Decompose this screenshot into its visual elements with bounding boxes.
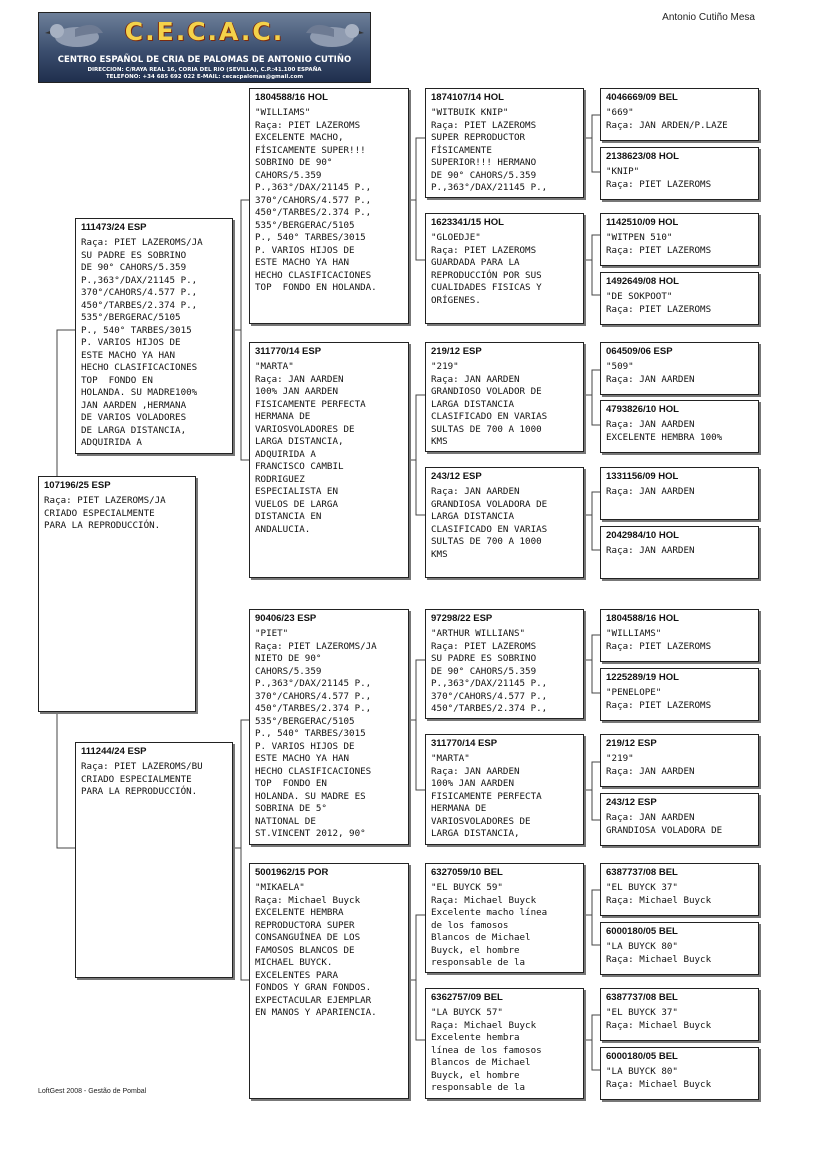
- breed-description: Raça: PIET LAZEROMS/JA NIETO DE 90° CAHORS/5.359 P.,363°/DAX/21145 P., 370°/CAHORS/4.577 P., 450°/TARBES/2.374 P., 535°/BERGERAC/5105 P., 540° TARBES/3015 P. VARIOS HIJOS DE ESTE MACHO YA HAN HECHO CLASIFICACIONES TOP FONDO EN HOLANDA. SU MADRE ES SOBRINA DE 5° NATIONAL DE ST.VINCENT 2012, 90°: [255, 640, 377, 839]
- ring-number: 107196/25 ESP: [44, 480, 111, 491]
- pigeon-name: "MARTA": [255, 361, 294, 372]
- breed-description: Raça: Michael Buyck: [606, 953, 712, 965]
- breed-description: Raça: PIET LAZEROMS: [606, 178, 712, 190]
- ring-number: 4046669/09 BEL: [606, 92, 678, 103]
- ring-number: 97298/22 ESP: [431, 613, 493, 624]
- pedigree-g5-card-5[interactable]: [600, 342, 759, 395]
- breed-description: Raça: PIET LAZEROMS: [606, 244, 712, 256]
- pigeon-name: "WITBUIK KNIP": [431, 107, 509, 118]
- pedigree-g5-card-15[interactable]: [600, 988, 759, 1041]
- pedigree-sss-card[interactable]: [425, 88, 584, 198]
- pedigree-g5-card-6[interactable]: [600, 400, 759, 453]
- ring-number: 1874107/14 HOL: [431, 92, 504, 103]
- pedigree-dsd-card[interactable]: [425, 734, 584, 845]
- breed-description: Raça: JAN AARDEN: [606, 373, 695, 385]
- ring-number: 1804588/16 HOL: [255, 92, 328, 103]
- pedigree-g5-card-7[interactable]: [600, 467, 759, 520]
- breed-description: Raça: Michael Buyck Excelente macho línea de los famosos Blancos de Michael Buyck, el hombre responsable de la: [431, 894, 548, 968]
- pigeon-name: "LA BUYCK 80": [606, 1066, 678, 1077]
- logo-title: C.E.C.A.C.: [124, 17, 285, 46]
- pedigree-g5-card-11[interactable]: [600, 734, 759, 787]
- ring-number: 219/12 ESP: [431, 346, 482, 357]
- breed-description: Raça: PIET LAZEROMS/JA SU PADRE ES SOBRINO DE 90° CAHORS/5.359 P.,363°/DAX/21145 P., 370°/CAHORS/4.577 P., 450°/TARBES/2.374 P., 535°/BERGERAC/5105 P., 540° TARBES/3015 P. VARIOS HIJOS DE ESTE MACHO YA HAN HECHO CLASIFICACIONES TOP FONDO EN HOLANDA. SU MADRE100% JAN AARDEN ,HERMANA DE VARIOS VOLADORES DE LARGA DISTANCIA, ADQUIRIDA A: [81, 237, 203, 448]
- pigeon-name: "KNIP": [606, 166, 640, 177]
- ring-number: 2138623/08 HOL: [606, 151, 679, 162]
- pedigree-sds-card[interactable]: [425, 342, 584, 452]
- pedigree-sire-card[interactable]: [75, 218, 233, 454]
- pigeon-name: "WILLIAMS": [255, 107, 311, 118]
- breed-description: Raça: JAN AARDEN: [606, 486, 695, 497]
- ring-number: 1142510/09 HOL: [606, 217, 679, 228]
- pedigree-dds-card[interactable]: [425, 863, 584, 973]
- ring-number: 6362757/09 BEL: [431, 992, 503, 1003]
- pedigree-ssd-card[interactable]: [425, 213, 584, 324]
- pedigree-g5-card-1[interactable]: [600, 88, 759, 141]
- pigeon-name: "DE SOKPOOT": [606, 291, 673, 302]
- pedigree-sire-dam-card[interactable]: [249, 342, 409, 578]
- pedigree-ddd-card[interactable]: [425, 988, 584, 1099]
- pigeon-name: "219": [606, 753, 634, 764]
- pigeon-name: "MIKAELA": [255, 882, 305, 893]
- breed-description: Raça: Michael Buyck: [606, 1019, 712, 1031]
- ring-number: 1804588/16 HOL: [606, 613, 679, 624]
- breed-description: Raça: JAN AARDEN 100% JAN AARDEN FISICAMENTE PERFECTA HERMANA DE VARIOSVOLADORES DE LARGA DISTANCIA, ADQUIRIDA A FRANCISCO CAMBIL RODRIGUEZ ESPECIALISTA EN VUELOS DE LARGA DISTANCIA EN ANDALUCIA.: [255, 373, 366, 535]
- pedigree-dam-sire-card[interactable]: [249, 609, 409, 845]
- breed-description: Raça: JAN AARDEN GRANDIOSA VOLADORA DE LARGA DISTANCIA CLASIFICADO EN VARIAS SULTAS DE 700 A 1000 KMS: [431, 486, 548, 560]
- pedigree-g5-card-8[interactable]: [600, 526, 759, 579]
- breed-description: Raça: PIET LAZEROMS/BU CRIADO ESPECIALMENTE PARA LA REPRODUCCIÓN.: [81, 761, 203, 797]
- pedigree-g5-card-3[interactable]: [600, 213, 759, 266]
- pedigree-g5-card-10[interactable]: [600, 668, 759, 721]
- pedigree-g5-card-16[interactable]: [600, 1047, 759, 1100]
- pedigree-g5-card-9[interactable]: [600, 609, 759, 662]
- logo-subtitle: CENTRO ESPAÑOL DE CRIA DE PALOMAS DE ANTONIO CUTIÑO: [57, 55, 352, 65]
- ring-number: 111244/24 ESP: [81, 746, 147, 757]
- pedigree-sdd-card[interactable]: [425, 467, 584, 578]
- ring-number: 6327059/10 BEL: [431, 867, 503, 878]
- pigeon-name: "EL BUYCK 37": [606, 1007, 678, 1018]
- ring-number: 4793826/10 HOL: [606, 404, 679, 415]
- breed-description: Raça: JAN AARDEN: [606, 545, 695, 556]
- ring-number: 243/12 ESP: [606, 797, 657, 808]
- footer-software-label: LoftGest 2008 - Gestão de Pombal: [38, 1088, 147, 1095]
- ring-number: 6000180/05 BEL: [606, 1051, 678, 1062]
- breed-description: Raça: PIET LAZEROMS: [606, 303, 712, 315]
- breed-description: Raça: PIET LAZEROMS/JA CRIADO ESPECIALMENTE PARA LA REPRODUCCIÓN.: [44, 495, 166, 531]
- pedigree-g5-card-14[interactable]: [600, 922, 759, 975]
- pedigree-dam-card[interactable]: [75, 742, 233, 978]
- pigeon-name: "LA BUYCK 80": [606, 941, 678, 952]
- pigeon-name: "EL BUYCK 37": [606, 882, 678, 893]
- pigeon-name: "669": [606, 107, 634, 118]
- pedigree-sire-sire-card[interactable]: [249, 88, 409, 324]
- ring-number: 311770/14 ESP: [255, 346, 322, 357]
- pigeon-name: "509": [606, 361, 634, 372]
- breed-description: Raça: Michael Buyck Excelente hembra línea de los famosos Blancos de Michael Buyck, el hombre responsable de la: [431, 1019, 542, 1093]
- ring-number: 6000180/05 BEL: [606, 926, 678, 937]
- breed-description: Raça: PIET LAZEROMS EXCELENTE MACHO, FÍSICAMENTE SUPER!!! SOBRINO DE 90° CAHORS/5.359 P.,363°/DAX/21145 P., 370°/CAHORS/4.577 P., 450°/TARBES/2.374 P., 535°/BERGERAC/5105 P., 540° TARBES/3015 P. VARIOS HIJOS DE ESTE MACHO YA HAN HECHO CLASIFICACIONES TOP FONDO EN HOLANDA.: [255, 119, 377, 293]
- logo-contact: TELEFONO: +34 685 692 022 E-MAIL: cecacpalomas@gmail.com: [105, 74, 304, 80]
- pigeon-name: "MARTA": [431, 753, 470, 764]
- pigeon-name: "EL BUYCK 59": [431, 882, 503, 893]
- breed-description: Raça: JAN AARDEN GRANDIOSA VOLADORA DE: [606, 812, 723, 836]
- breed-description: Raça: PIET LAZEROMS: [606, 699, 712, 711]
- ring-number: 219/12 ESP: [606, 738, 657, 749]
- ring-number: 064509/06 ESP: [606, 346, 673, 357]
- breed-description: Raça: Michael Buyck: [606, 1078, 712, 1090]
- breed-description: Raça: PIET LAZEROMS: [606, 640, 712, 652]
- pigeon-name: "PIET": [255, 628, 289, 639]
- author-name: Antonio Cutiño Mesa: [662, 12, 755, 23]
- breed-description: Raça: PIET LAZEROMS SU PADRE ES SOBRINO DE 90° CAHORS/5.359 P.,363°/DAX/21145 P., 370°/CAHORS/4.577 P., 450°/TARBES/2.374 P.,: [431, 640, 548, 714]
- ring-number: 311770/14 ESP: [431, 738, 498, 749]
- ring-number: 243/12 ESP: [431, 471, 482, 482]
- ring-number: 5001962/15 POR: [255, 867, 329, 878]
- ring-number: 2042984/10 HOL: [606, 530, 679, 541]
- breed-description: Raça: JAN AARDEN: [606, 765, 695, 777]
- ring-number: 6387737/08 BEL: [606, 867, 678, 878]
- pigeon-name: "WILLIAMS": [606, 628, 662, 639]
- ring-number: 111473/24 ESP: [81, 222, 147, 233]
- breed-description: Raça: JAN ARDEN/P.LAZE: [606, 119, 728, 131]
- ring-number: 6387737/08 BEL: [606, 992, 678, 1003]
- pedigree-g5-card-12[interactable]: [600, 793, 759, 846]
- pigeon-name: "LA BUYCK 57": [431, 1007, 503, 1018]
- pedigree-dss-card[interactable]: [425, 609, 584, 719]
- breed-description: Raça: Michael Buyck: [606, 894, 712, 906]
- breed-description: Raça: JAN AARDEN GRANDIOSO VOLADOR DE LARGA DISTANCIA CLASIFICADO EN VARIAS SULTAS DE 700 A 1000 KMS: [431, 373, 548, 447]
- pedigree-dam-dam-card[interactable]: [249, 863, 409, 1099]
- pigeon-name: "ARTHUR WILLIANS": [431, 628, 526, 639]
- ring-number: 1623341/15 HOL: [431, 217, 504, 228]
- ring-number: 1492649/08 HOL: [606, 276, 679, 287]
- ring-number: 1331156/09 HOL: [606, 471, 679, 482]
- ring-number: 1225289/19 HOL: [606, 672, 679, 683]
- pigeon-name: "WITPEN 510": [606, 232, 673, 243]
- ring-number: 90406/23 ESP: [255, 613, 317, 624]
- breed-description: Raça: PIET LAZEROMS GUARDADA PARA LA REPRODUCCIÓN POR SUS CUALIDADES FISICAS Y ORÍGENES.: [431, 244, 542, 306]
- breed-description: Raça: JAN AARDEN EXCELENTE HEMBRA 100%: [606, 419, 723, 443]
- breed-description: Raça: PIET LAZEROMS SUPER REPRODUCTOR FÍSICAMENTE SUPERIOR!!! HERMANO DE 90° CAHORS/5.359 P.,363°/DAX/21145 P.,: [431, 119, 548, 193]
- pedigree-g5-card-2[interactable]: [600, 147, 759, 200]
- pigeon-name: "GLOEDJE": [431, 232, 481, 243]
- pedigree-g5-card-4[interactable]: [600, 272, 759, 325]
- pedigree-subject-card[interactable]: [38, 476, 196, 712]
- breed-description: Raça: JAN AARDEN 100% JAN AARDEN FISICAMENTE PERFECTA HERMANA DE VARIOSVOLADORES DE LARGA DISTANCIA,: [431, 765, 542, 839]
- breed-description: Raça: Michael Buyck EXCELENTE HEMBRA REPRODUCTORA SUPER CONSANGUÍNEA DE LOS FAMOSOS BLANCOS DE MICHAEL BUYCK. EXCELENTES PARA FONDOS Y GRAN FONDOS. EXPECTACULAR EJEMPLAR EN MANOS Y APARIENCIA.: [255, 894, 377, 1018]
- pigeon-name: "PENELOPE": [606, 687, 662, 698]
- pigeon-name: "219": [431, 361, 459, 372]
- pedigree-g5-card-13[interactable]: [600, 863, 759, 916]
- logo-address: DIRECCION: C/RAYA REAL 16, CORIA DEL RIO (SEVILLA), C.P.:41.100 ESPAÑA: [87, 67, 322, 73]
